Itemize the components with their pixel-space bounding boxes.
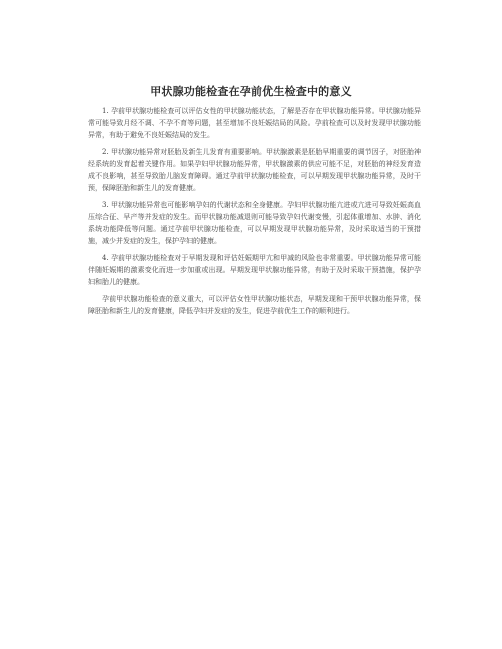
paragraph-3: 3. 甲状腺功能异常也可能影响孕妇的代谢状态和全身健康。孕妇甲状腺功能亢进或亢进可导致妊娠高血压综合征、早产等并发症的发生。而甲状腺功能减退则可能导致孕妇代谢变慢，引起体重增加、水肿、消化系统功能降低等问题。通过孕前甲状腺功能检查，可以早期发现甲状腺功能异常，及时采取适当的干预措施，减少并发症的发生，保护孕妇的健康。: [88, 201, 421, 245]
paragraph-summary: 孕前甲状腺功能检查的意义重大，可以评估女性甲状腺功能状态，早期发现和干预甲状腺功能异常，保障胚胎和新生儿的发育健康，降低孕妇并发症的发生，促进孕前优生工作的顺利进行。: [88, 295, 421, 315]
paragraph-4: 4. 孕前甲状腺功能检查对于早期发现和评估妊娠期甲亢和甲减的风险也非常重要。甲状腺功能异常可能伴随妊娠期的激素变化而进一步加重或出现。早期发现甲状腺功能异常，有助于及时采取干预措施，保护孕妇和胎儿的健康。: [88, 254, 421, 286]
document-body: [88, 105, 421, 322]
paragraph-2: 2. 甲状腺功能异常对胚胎及新生儿发育有重要影响。甲状腺激素是胚胎早期重要的调节因子，对胚胎神经系统的发育起着关键作用。如果孕妇甲状腺功能异常，甲状腺激素的供应可能不足，对胚胎的神经发育造成不良影响，甚至导致胎儿脑发育障碍。通过孕前甲状腺功能检查，可以早期发现甲状腺功能异常，及时干预，保障胚胎和新生儿的发育健康。: [88, 148, 421, 192]
document-title: 甲状腺功能检查在孕前优生检查中的意义: [150, 85, 352, 98]
paragraph-1: 1. 孕前甲状腺功能检查可以评估女性的甲状腺功能状态，了解是否存在甲状腺功能异常。甲状腺功能异常可能导致月经不调、不孕不育等问题，甚至增加不良妊娠结局的风险。孕前检查可以及时发现甲状腺功能异常，有助于避免不良妊娠结局的发生。: [88, 107, 421, 139]
